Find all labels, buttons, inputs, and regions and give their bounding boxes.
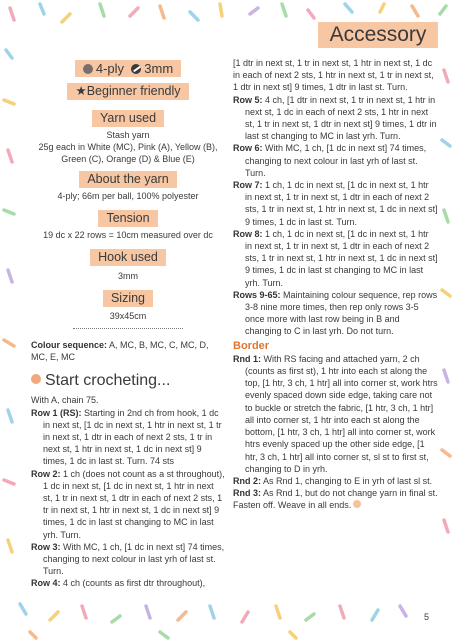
pattern-row: Rnd 2: As Rnd 1, changing to E in yrh of last sl st.: [233, 475, 433, 486]
pattern-row: Rnd 1: With RS facing and attached yarn, 2 ch (counts as first st), 1 htr into each st along the top, [1 htr, 3 ch, 1 htr] all into corner st, work htrs evenly spaced down side edge, taking care not to buckle or stretch the fabric, [1 htr, 3 ch, 1 htr] all into corner st, 1 htr into each st along the bottom, [1 htr, 3 ch, 1 htr] all into corner st, work htrs evenly spaced up the other side edge, [1 htr, 3 ch, 1 htr] all into corner st, sl st to first st, changing to D in yrh.: [233, 353, 438, 474]
level-label: Beginner friendly: [86, 84, 181, 98]
sizing-title: Sizing: [103, 290, 153, 307]
yarn-used-title: Yarn used: [92, 110, 164, 127]
yarn-ball-icon: [83, 64, 93, 74]
pattern-row: Row 3: With MC, 1 ch, [1 dc in next st] 74 times, changing to next colour in last yrh of last st. Turn.: [31, 541, 225, 577]
instructions-column: [233, 57, 438, 512]
pattern-row: Rows 9-65: Maintaining colour sequence, rep rows 3-8 nine more times, then rep only rows 3-5 once more with last row being in B and changing to C in last yrh. Do not turn.: [233, 289, 438, 337]
hook-size: 3mm: [144, 61, 174, 76]
border-heading: Border: [233, 339, 270, 352]
pattern-row: Row 6: With MC, 1 ch, [1 dc in next st] 74 times, changing to next colour in last yrh of last st. Turn.: [233, 143, 427, 178]
finish-line: [233, 499, 438, 511]
colour-sequence: [31, 339, 225, 363]
dotted-divider: [73, 328, 183, 329]
yarn-used-line1: Stash yarn: [106, 130, 150, 140]
pattern-row: Row 1 (RS): Starting in 2nd ch from hook, 1 dc in next st, [1 dc in next st, 1 htr in next st, 1 tr in next st, 1 dtr in each of next 2 sts, 1 tr in next st, 1 htr in next st, 1 dc in next st] 9 times, 1 dc in last st. Turn. 74 sts: [31, 407, 222, 467]
pattern-row: Row 8: 1 ch, 1 dc in next st, [1 dc in next st, 1 htr in next st, 1 tr in next st, 1 dtr in each of next 2 sts, 1 tr in next st, 1 htr in next st, 1 dc in next st] 9 times, 1 dc in last st changing to MC in last yrh. Turn.: [233, 228, 438, 288]
section-tag: Accessory: [318, 22, 438, 48]
yarn-weight-pill: [75, 60, 181, 77]
start-intro: With A, chain 75.: [31, 395, 99, 406]
tension-title: Tension: [98, 210, 157, 227]
pattern-row: Row 5: 4 ch, [1 dtr in next st, 1 tr in next st, 1 htr in next st, 1 dc in each of next 2 sts, 1 htr in next st, 1 tr in next st, 1 dtr in next st] 9 times, 1 dtr in last st changing to MC in last yrh. Turn.: [233, 94, 437, 142]
colour-sequence-text: A, MC, B, MC, C, MC, D, MC, E, MC: [31, 340, 209, 363]
hook-used-title: Hook used: [90, 249, 166, 266]
specs-column: [31, 60, 225, 590]
yarn-weight: 4-ply: [95, 61, 125, 76]
end-yarn-icon: [353, 500, 361, 508]
pattern-row: Row 4: 4 ch (counts as first dtr throughout),: [31, 578, 206, 589]
yarn-dot-icon: [31, 374, 41, 384]
sizing-text: 39x45cm: [109, 311, 147, 321]
crochet-hook-icon: [131, 64, 141, 74]
finish-text: Fasten off. Weave in all ends.: [233, 500, 352, 511]
about-yarn-title: About the yarn: [79, 171, 176, 188]
pattern-row: Rnd 3: As Rnd 1, but do not change yarn in final st.: [233, 488, 438, 499]
about-yarn-text: 4-ply; 66m per ball, 100% polyester: [57, 191, 199, 201]
start-heading: [31, 371, 225, 391]
start-heading-text: Start crocheting...: [45, 372, 171, 390]
pattern-row: Row 7: 1 ch, 1 dc in next st, [1 dc in next st, 1 htr in next st, 1 tr in next st, 1 dtr in each of next 2 sts, 1 tr in next st, 1 htr in next st, 1 dc in next st] 9 times, 1 dc in last st. Turn.: [233, 180, 438, 227]
colour-sequence-label: Colour sequence:: [31, 340, 108, 350]
yarn-used-line2: 25g each in White (MC), Pink (A), Yellow (B), Green (C), Orange (D) & Blue (E): [38, 142, 218, 164]
tension-text: 19 dc x 22 rows = 10cm measured over dc: [43, 230, 213, 240]
level-pill: [67, 83, 188, 100]
star-icon: ★: [75, 84, 87, 98]
row4-continued: [1 dtr in next st, 1 tr in next st, 1 htr in next st, 1 dc in each of next 2 sts, 1 htr in next st, 1 tr in next st, 1 dtr in next st] 9 times, 1 dtr in last st. Turn.: [233, 58, 434, 93]
pattern-row: Row 2: 1 ch (does not count as a st throughout), 1 dc in next st, [1 dc in next st, 1 htr in next st, 1 tr in next st, 1 dtr in each of next 2 sts, 1 tr in next st, 1 htr in next st, 1 dc in next st] 9 times, 1 dc in last st changing to MC in last yrh. Turn.: [31, 468, 225, 540]
page-number: 5: [424, 612, 430, 622]
hook-used-text: 3mm: [118, 271, 138, 281]
start-instructions: [31, 394, 225, 589]
